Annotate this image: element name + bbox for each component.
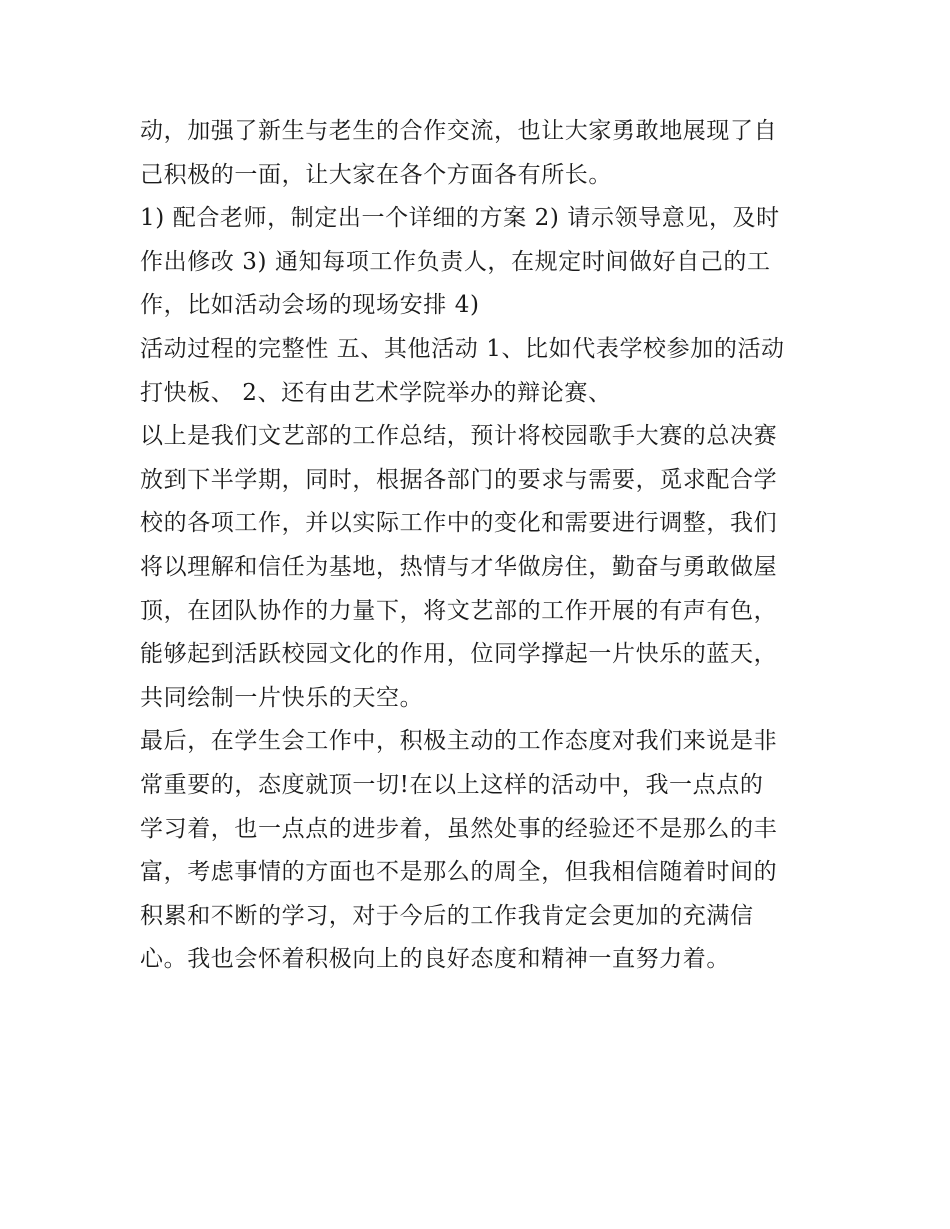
text-line: 1) 配合老师，制定出一个详细的方案 2) 请示领导意见，及时	[140, 205, 780, 232]
text-line: 放到下半学期，同时，根据各部门的要求与需要，觅求配合学	[140, 466, 778, 493]
text-line: 动，加强了新生与老生的合作交流，也让大家勇敢地展现了自	[140, 118, 778, 144]
text-line: 能够起到活跃校园文化的作用，位同学撑起一片快乐的蓝天，	[140, 641, 778, 668]
text-line: 心。我也会怀着积极向上的良好态度和精神一直努力着。	[140, 946, 730, 973]
text-line: 作，比如活动会场的现场安排 4)	[140, 292, 480, 319]
text-line: 己积极的一面，让大家在各个方面各有所长。	[140, 161, 612, 188]
text-line: 顶，在团队协作的力量下，将文艺部的工作开展的有声有色，	[140, 597, 778, 624]
text-line: 富，考虑事情的方面也不是那么的周全，但我相信随着时间的	[140, 859, 778, 886]
document-body	[140, 110, 820, 982]
text-line: 校的各项工作，并以实际工作中的变化和需要进行调整，我们	[140, 510, 778, 537]
text-line: 积累和不断的学习，对于今后的工作我肯定会更加的充满信	[140, 902, 754, 929]
text-line: 作出修改 3) 通知每项工作负责人，在规定时间做好自己的工	[140, 248, 771, 275]
text-line: 学习着，也一点点的进步着，虽然处事的经验还不是那么的丰	[140, 815, 778, 842]
text-line: 常重要的，态度就顶一切!在以上这样的活动中，我一点点的	[140, 771, 764, 798]
text-line: 共同绘制一片快乐的天空。	[140, 684, 424, 711]
text-line: 将以理解和信任为基地，热情与才华做房住，勤奋与勇敢做屋	[140, 553, 778, 580]
text-line: 打快板、 2、还有由艺术学院举办的辩论赛、	[140, 379, 612, 406]
text-line: 最后，在学生会工作中，积极主动的工作态度对我们来说是非	[140, 728, 778, 755]
text-line: 以上是我们文艺部的工作总结，预计将校园歌手大赛的总决赛	[140, 423, 778, 450]
text-line: 活动过程的完整性 五、其他活动 1、比如代表学校参加的活动	[140, 335, 785, 362]
